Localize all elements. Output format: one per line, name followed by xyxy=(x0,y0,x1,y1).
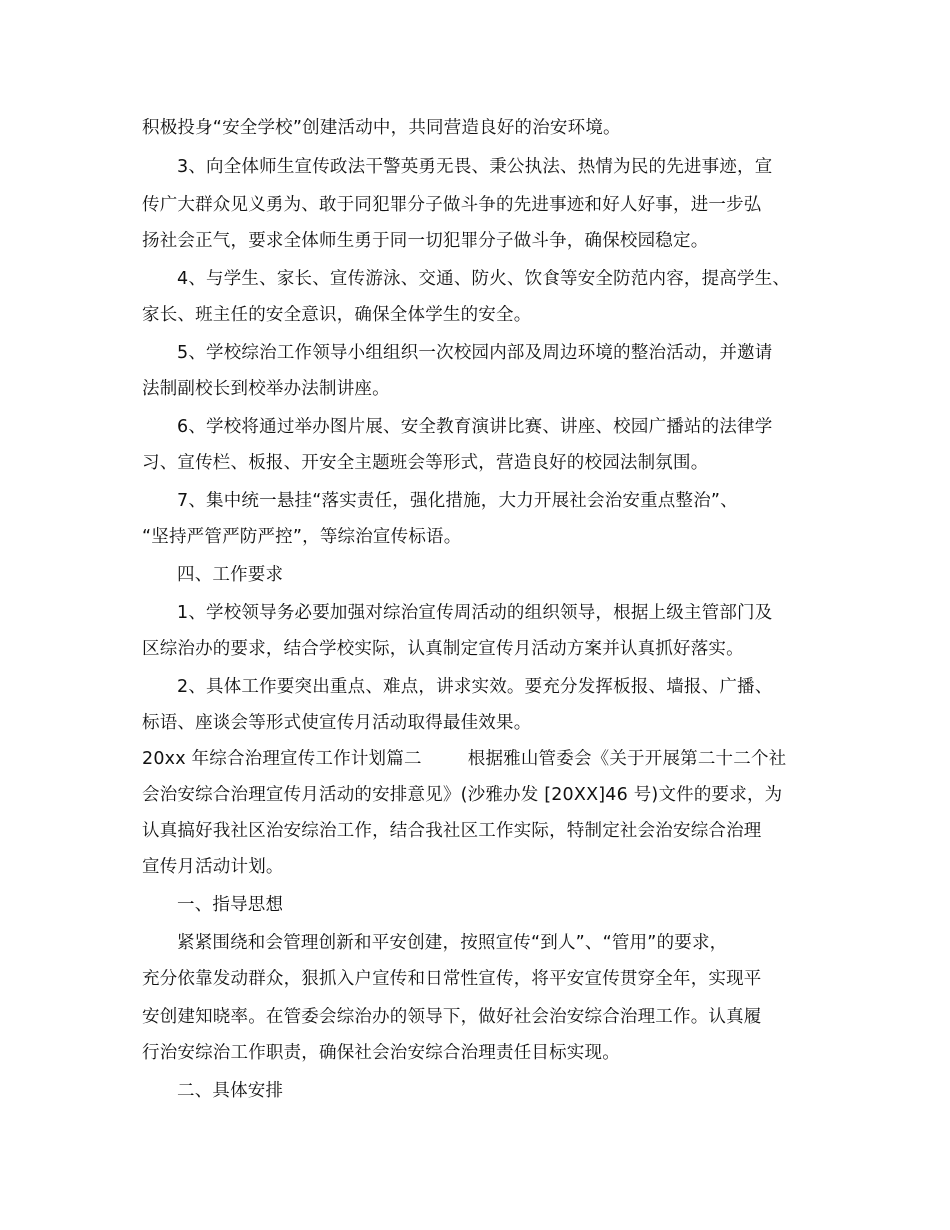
text-line: 家长、班主任的安全意识，确保全体学生的安全。 xyxy=(142,305,532,325)
text-line: 7、集中统一悬挂“落实责任，强化措施，大力开展社会治安重点整治”、 xyxy=(177,491,738,511)
section-heading: 二、具体安排 xyxy=(177,1081,284,1101)
text-line: 2、具体工作要突出重点、难点，讲求实效。要充分发挥板报、墙报、广播、 xyxy=(177,677,773,697)
text-line: 积极投身“安全学校”创建活动中，共同营造良好的治安环境。 xyxy=(142,118,621,138)
text-line: 扬社会正气，要求全体师生勇于同一切犯罪分子做斗争，确保校园稳定。 xyxy=(142,231,709,251)
text-line: 4、与学生、家长、宣传游泳、交通、防火、饮食等安全防范内容，提高学生、 xyxy=(177,269,791,289)
text-line: 会治安综合治理宣传月活动的安排意见》(沙雅办发 [20XX]46 号)文件的要求，为 xyxy=(142,785,783,805)
section-heading: 一、指导思想 xyxy=(177,895,284,915)
text-line: 充分依靠发动群众，狠抓入户宣传和日常性宣传，将平安宣传贯穿全年，实现平 xyxy=(142,969,762,989)
text-line: 宣传月活动计划。 xyxy=(142,857,284,877)
section-heading: 四、工作要求 xyxy=(177,565,284,585)
text-line: 传广大群众见义勇为、敢于同犯罪分子做斗争的先进事迹和好人好事，进一步弘 xyxy=(142,195,762,215)
text-line: 习、宣传栏、板报、开安全主题班会等形式，营造良好的校园法制氛围。 xyxy=(142,453,709,473)
text-line: 行治安综治工作职责，确保社会治安综合治理责任目标实现。 xyxy=(142,1043,620,1063)
text-line: “坚持严管严防严控”，等综治宣传标语。 xyxy=(142,527,462,547)
text-line: 法制副校长到校举办法制讲座。 xyxy=(142,379,390,399)
text-line: 5、学校综治工作领导小组组织一次校园内部及周边环境的整治活动，并邀请 xyxy=(177,343,773,363)
text-line: 紧紧围绕和会管理创新和平安创建，按照宣传“到人”、“管用”的要求， xyxy=(177,933,728,953)
text-line: 安创建知晓率。在管委会综治办的领导下，做好社会治安综合治理工作。认真履 xyxy=(142,1007,762,1027)
text-line: 区综治办的要求，结合学校实际，认真制定宣传月活动方案并认真抓好落实。 xyxy=(142,639,744,659)
text-line: 1、学校领导务必要加强对综治宣传周活动的组织领导，根据上级主管部门及 xyxy=(177,603,773,623)
text-line: 认真搞好我社区治安综治工作，结合我社区工作实际，特制定社会治安综合治理 xyxy=(142,821,762,841)
text-line: 3、向全体师生宣传政法干警英勇无畏、秉公执法、热情为民的先进事迹，宣 xyxy=(177,157,773,177)
text-line: 标语、座谈会等形式使宣传月活动取得最佳效果。 xyxy=(142,713,532,733)
text-line: 20xx 年综合治理宣传工作计划篇二 根据雅山管委会《关于开展第二十二个社 xyxy=(142,749,787,769)
text-line: 6、学校将通过举办图片展、安全教育演讲比赛、讲座、校园广播站的法律学 xyxy=(177,417,773,437)
